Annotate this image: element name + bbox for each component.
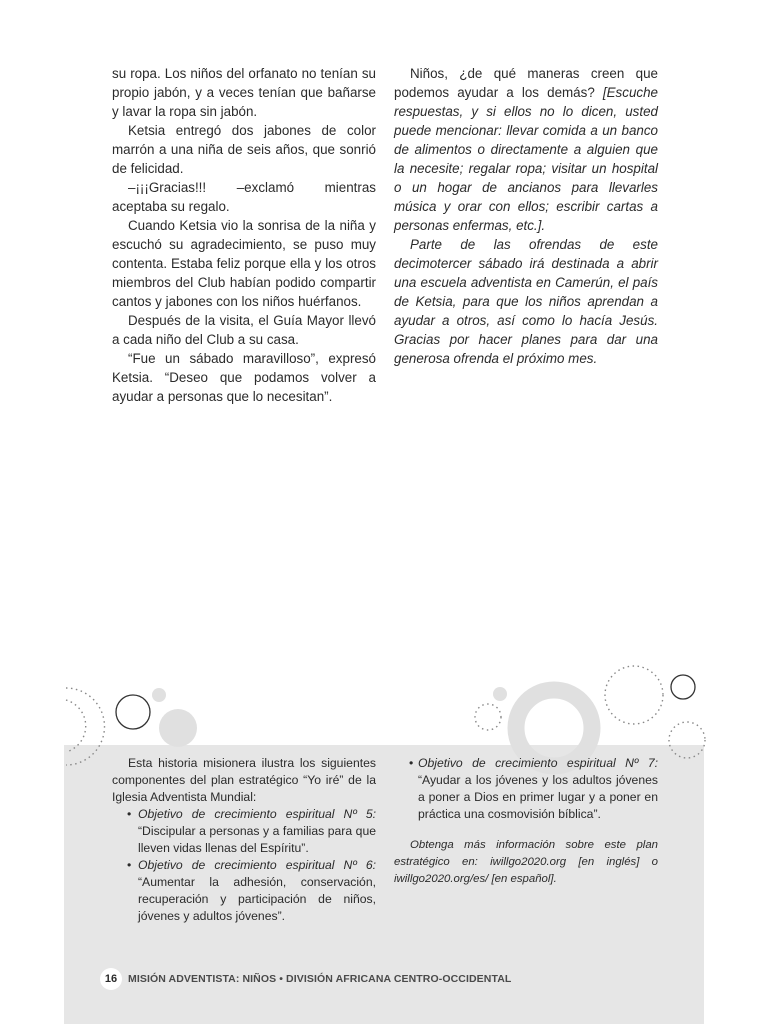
goal-item bbox=[112, 857, 376, 925]
dotted-circle bbox=[475, 704, 501, 730]
offering-paragraph: Parte de las ofrendas de este decimotercer sábado irá destinada a abrir una escuela adventista en Camerún, el país de Ketsia, para que los niños aprendan a ayudar a otros, así como lo hacía Jesús. Gracias por hacer planes para dar una generosa ofrenda el próximo mes. bbox=[394, 237, 658, 366]
goal-text: “Ayudar a los jóvenes y los adultos jóvenes a poner a Dios en primer lugar y a poner en práctica una cosmovisión bíblica”. bbox=[418, 773, 658, 821]
goal-label: Objetivo de crecimiento espiritual Nº 5: bbox=[138, 807, 376, 821]
outline-circle bbox=[116, 695, 150, 729]
article-paragraph bbox=[394, 64, 658, 235]
box-left-column bbox=[112, 755, 376, 925]
more-info-text: Obtenga más información sobre este plan estratégico en: iwillgo2020.org [en inglés] o iwillgo2020.org/es/ [en español]. bbox=[394, 839, 658, 885]
left-circle-cluster bbox=[66, 688, 197, 765]
goal-label: Objetivo de crecimiento espiritual Nº 6: bbox=[138, 858, 376, 872]
article-paragraph: Cuando Ketsia vio la sonrisa de la niña y escuchó su agradecimiento, se puso muy contenta. Estaba feliz porque ella y los otros miembros del Club habían podido compartir cantos y jabones con los niños huérfanos. bbox=[112, 218, 376, 309]
article-paragraph: Después de la visita, el Guía Mayor llevó a cada niño del Club a su casa. bbox=[112, 313, 376, 347]
right-circle-cluster bbox=[475, 666, 705, 766]
page-number: 16 bbox=[100, 968, 122, 990]
page-footer bbox=[100, 968, 511, 990]
goal-text: “Discipular a personas y a familias para que lleven vidas llenas del Espíritu”. bbox=[138, 824, 376, 855]
goals-list bbox=[394, 755, 658, 823]
footer-title: MISIÓN ADVENTISTA: NIÑOS • DIVISIÓN AFRICANA CENTRO-OCCIDENTAL bbox=[128, 973, 512, 985]
article-right-column bbox=[394, 64, 658, 368]
article-paragraph: “Fue un sábado maravilloso”, expresó Ketsia. “Deseo que podamos volver a ayudar a personas que lo necesitan”. bbox=[112, 351, 376, 404]
teacher-instruction: [Escuche respuestas, y si ellos no lo dicen, usted puede mencionar: llevar comida a un banco de alimentos o directamente a alguien que la necesite; regalar ropa; visitar un hospital o un hogar de ancianos para llevarles música y orar con ellos; escribir cartas a personas enfermas, etc.]. bbox=[394, 85, 658, 233]
goal-text: “Aumentar la adhesión, conservación, recuperación y participación de niños, jóvenes y adultos jóvenes”. bbox=[138, 875, 376, 923]
article-paragraph: su ropa. Los niños del orfanato no tenían su propio jabón, y a veces tenían que bañarse y lavar la ropa sin jabón. bbox=[112, 66, 376, 119]
outline-circle bbox=[671, 675, 695, 699]
box-right-column bbox=[394, 755, 658, 888]
goal-item bbox=[112, 806, 376, 857]
goals-list bbox=[112, 806, 376, 925]
goal-label: Objetivo de crecimiento espiritual Nº 7: bbox=[418, 756, 658, 770]
light-dot bbox=[152, 688, 166, 702]
light-dot bbox=[493, 687, 507, 701]
light-circle bbox=[159, 709, 197, 747]
article-paragraph: –¡¡¡Gracias!!! –exclamó mientras aceptaba su regalo. bbox=[112, 180, 376, 214]
box-intro: Esta historia misionera ilustra los siguientes componentes del plan estratégico “Yo iré” de la Iglesia Adventista Mundial: bbox=[112, 756, 376, 804]
article-left-column bbox=[112, 64, 376, 406]
question-text: Niños, ¿de qué maneras creen que podemos ayudar a los demás? bbox=[394, 66, 658, 100]
article-paragraph: Ketsia entregó dos jabones de color marrón a una niña de seis años, que sonrió de felicidad. bbox=[112, 123, 376, 176]
dotted-circle bbox=[669, 722, 705, 758]
dotted-arc bbox=[66, 700, 86, 752]
dotted-circle bbox=[605, 666, 663, 724]
goal-item bbox=[394, 755, 658, 823]
